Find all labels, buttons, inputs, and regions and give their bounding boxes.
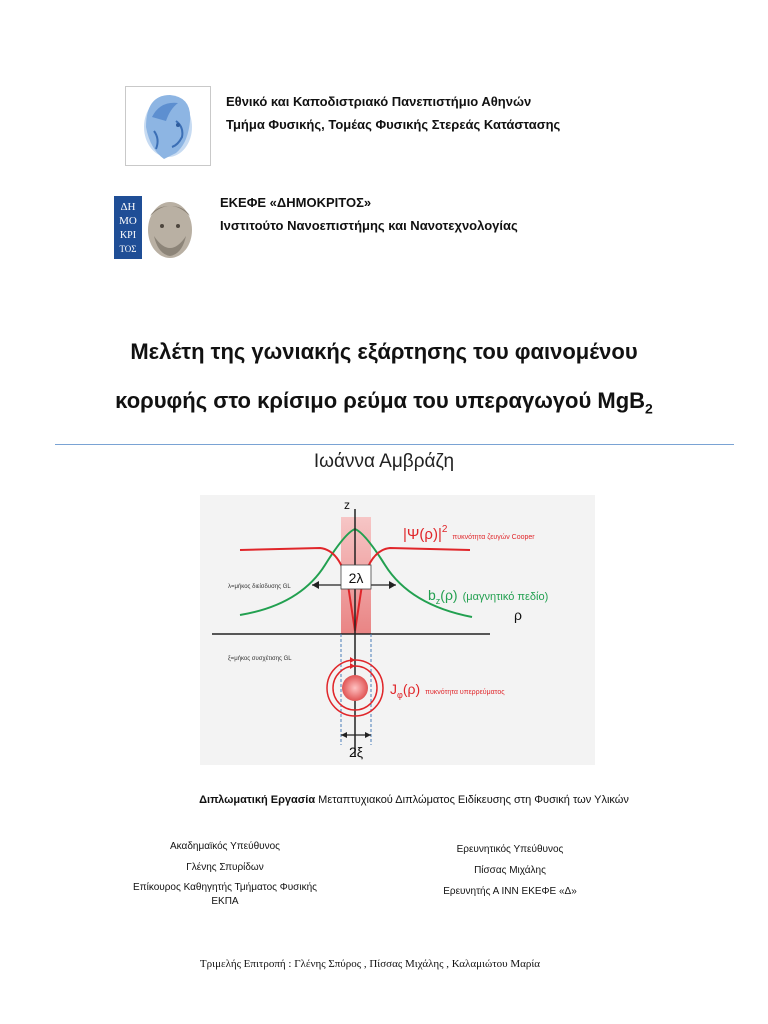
xi-description: ξ=μήκος συσχέτισης GL <box>228 656 292 662</box>
svg-text:ΚΡΙ: ΚΡΙ <box>119 230 137 241</box>
psi-label: $|\Psi(\rho)|^2_{\pi\upsilon\kappa\nu ό\tau\eta\tau\alpha \zeta\varepsilon\upsilon\gamma ώ\nu Cooper}$ <box>403 524 535 543</box>
lambda-width-label: 2λ <box>348 570 364 586</box>
title-line-2: κορυφής στο κρίσιμο ρεύμα του υπεραγωγού MgB$_2$ <box>115 388 653 417</box>
current-label: $J_\varphi(\rho)$ πυκνότητα υπερρεύματος <box>390 681 505 700</box>
research-supervisor: Ερευνητικός Υπεύθυνος Πίσσας Μιχάλης Ερευνητής Α ΙΝΝ ΕΚΕΦΕ «Δ» <box>443 844 577 897</box>
xi-width-label: 2ξ <box>348 744 364 760</box>
svg-text:ΤΟΣ: ΤΟΣ <box>119 244 137 254</box>
rho-axis-label: ρ <box>514 607 522 623</box>
thesis-description: Διπλωματική Εργασία Μεταπτυχιακού Διπλώματος Ειδίκευσης στη Φυσική των Υλικών <box>199 794 629 806</box>
field-label: $b_z(\rho)$ (μαγνητικό πεδίο) <box>428 587 549 606</box>
title-divider <box>55 444 734 445</box>
svg-text:ΜΟ: ΜΟ <box>119 215 137 227</box>
academic-supervisor: Ακαδημαϊκός Υπεύθυνος Γλένης Σπυρίδων Επίκουρος Καθηγητής Τμήματος Φυσικής ΕΚΠΑ <box>133 841 317 907</box>
institution-2-text: ΕΚΕΦΕ «ΔΗΜΟΚΡΙΤΟΣ» Ινστιτούτο Νανοεπιστήμης και Νανοτεχνολογίας <box>220 195 518 233</box>
democritus-logo <box>114 196 196 259</box>
title-line-1: Μελέτη της γωνιακής εξάρτησης του φαινομένου <box>130 339 638 364</box>
author-name: Ιωάννα Αμβράζη <box>313 451 455 472</box>
committee-line: Τριμελής Επιτροπή : Γλένης Σπύρος , Πίσσας Μιχάλης , Καλαμιώτου Μαρία <box>199 958 541 970</box>
svg-text:ΔΗ: ΔΗ <box>120 201 136 213</box>
vortex-core <box>342 675 368 701</box>
athena-head-logo <box>125 86 211 166</box>
vortex-diagram <box>200 495 595 765</box>
institution-1-text: Εθνικό και Καποδιστριακό Πανεπιστήμιο Αθηνών Τμήμα Φυσικής, Τομέας Φυσικής Στερεάς Κατάστασης <box>226 94 561 132</box>
z-axis-label: z <box>344 498 350 512</box>
lambda-description: λ=μήκος διείσδυσης GL <box>228 584 291 590</box>
